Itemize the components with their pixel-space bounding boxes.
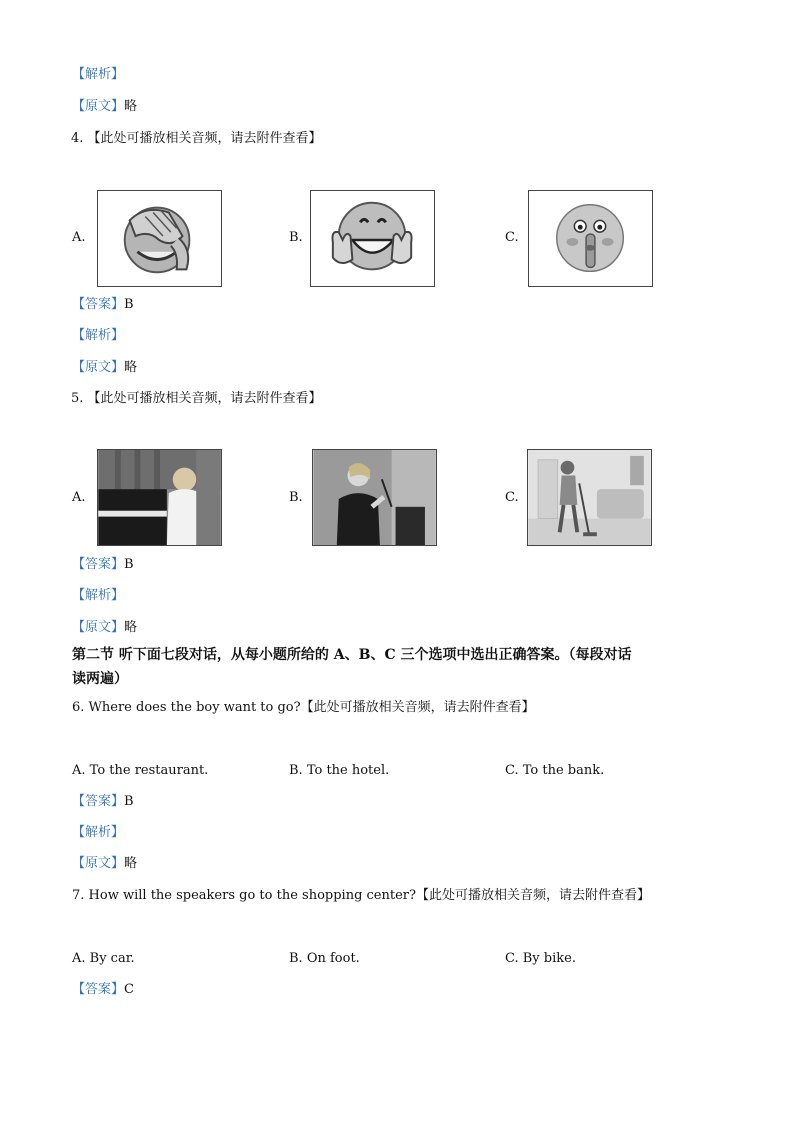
q5-analysis-label: 【解析】 [72, 588, 125, 603]
q4-option-a-image [97, 190, 222, 287]
q5-original-text-label: 【原文】 [72, 620, 125, 635]
q7-answer-label: 【答案】 [72, 982, 125, 997]
face-palm-emoji-icon [98, 191, 221, 286]
question-6-title: 6. Where does the boy want to go?【此处可播放相关音频，请去附件查看】 [72, 700, 535, 715]
q4-option-b-image [310, 190, 435, 287]
original-text-value: 略 [124, 99, 138, 114]
q5-original-text-row [72, 619, 137, 637]
public-speaker-photo-icon [313, 450, 436, 545]
q4-option-b-label: B. [289, 230, 303, 245]
q6-answer-value: B [124, 794, 134, 809]
analysis-label: 【解析】 [72, 67, 125, 82]
mopping-floor-photo-icon [528, 450, 651, 545]
q4-option-c-label: C. [505, 230, 519, 245]
q5-answer-row [72, 556, 134, 574]
q4-original-text-label: 【原文】 [72, 360, 125, 375]
q4-option-c-image [528, 190, 653, 287]
q4-answer-row [72, 296, 134, 314]
q4-option-a-label: A. [72, 230, 86, 245]
q5-option-b-label: B. [289, 490, 303, 505]
q6-option-c: C. To the bank. [505, 763, 605, 778]
q4-original-text-value: 略 [124, 360, 138, 375]
q5-option-b-image [312, 449, 437, 546]
shush-emoji-icon [529, 191, 652, 286]
q5-original-text-value: 略 [124, 620, 138, 635]
q5-answer-value: B [124, 557, 134, 572]
q7-answer-value: C [124, 982, 134, 997]
q4-analysis-label: 【解析】 [72, 328, 125, 343]
q6-original-text-label: 【原文】 [72, 856, 125, 871]
q5-option-c-image [527, 449, 652, 546]
q5-option-a-label: A. [72, 490, 86, 505]
q5-option-c-label: C. [505, 490, 519, 505]
question-7-title: 7. How will the speakers go to the shopping center?【此处可播放相关音频，请去附件查看】 [72, 888, 650, 903]
section-2-heading-line-1: 第二节 听下面七段对话，从每小题所给的 A、B、C 三个选项中选出正确答案。（每段对话 [72, 647, 632, 663]
q4-original-text-row [72, 359, 137, 377]
q7-option-c: C. By bike. [505, 951, 576, 966]
q7-option-a: A. By car. [72, 951, 135, 966]
section-2-heading-line-2: 读两遍） [72, 671, 128, 687]
q6-answer-row [72, 793, 134, 811]
q7-answer-row [72, 981, 134, 999]
happy-waving-emoji-icon [311, 191, 434, 286]
piano-player-photo-icon [98, 450, 221, 545]
original-text-row [72, 98, 137, 116]
q6-option-a: A. To the restaurant. [72, 763, 209, 778]
q5-answer-label: 【答案】 [72, 557, 125, 572]
q7-option-b: B. On foot. [289, 951, 360, 966]
q5-option-a-image [97, 449, 222, 546]
q6-option-b: B. To the hotel. [289, 763, 390, 778]
original-text-label: 【原文】 [72, 99, 125, 114]
q6-original-text-row [72, 855, 137, 873]
question-5-title: 5. 【此处可播放相关音频，请去附件查看】 [71, 391, 322, 406]
q6-original-text-value: 略 [124, 856, 138, 871]
question-4-title: 4. 【此处可播放相关音频，请去附件查看】 [71, 131, 322, 146]
q6-answer-label: 【答案】 [72, 794, 125, 809]
q4-answer-label: 【答案】 [72, 297, 125, 312]
q6-analysis-label: 【解析】 [72, 825, 125, 840]
q4-answer-value: B [124, 297, 134, 312]
